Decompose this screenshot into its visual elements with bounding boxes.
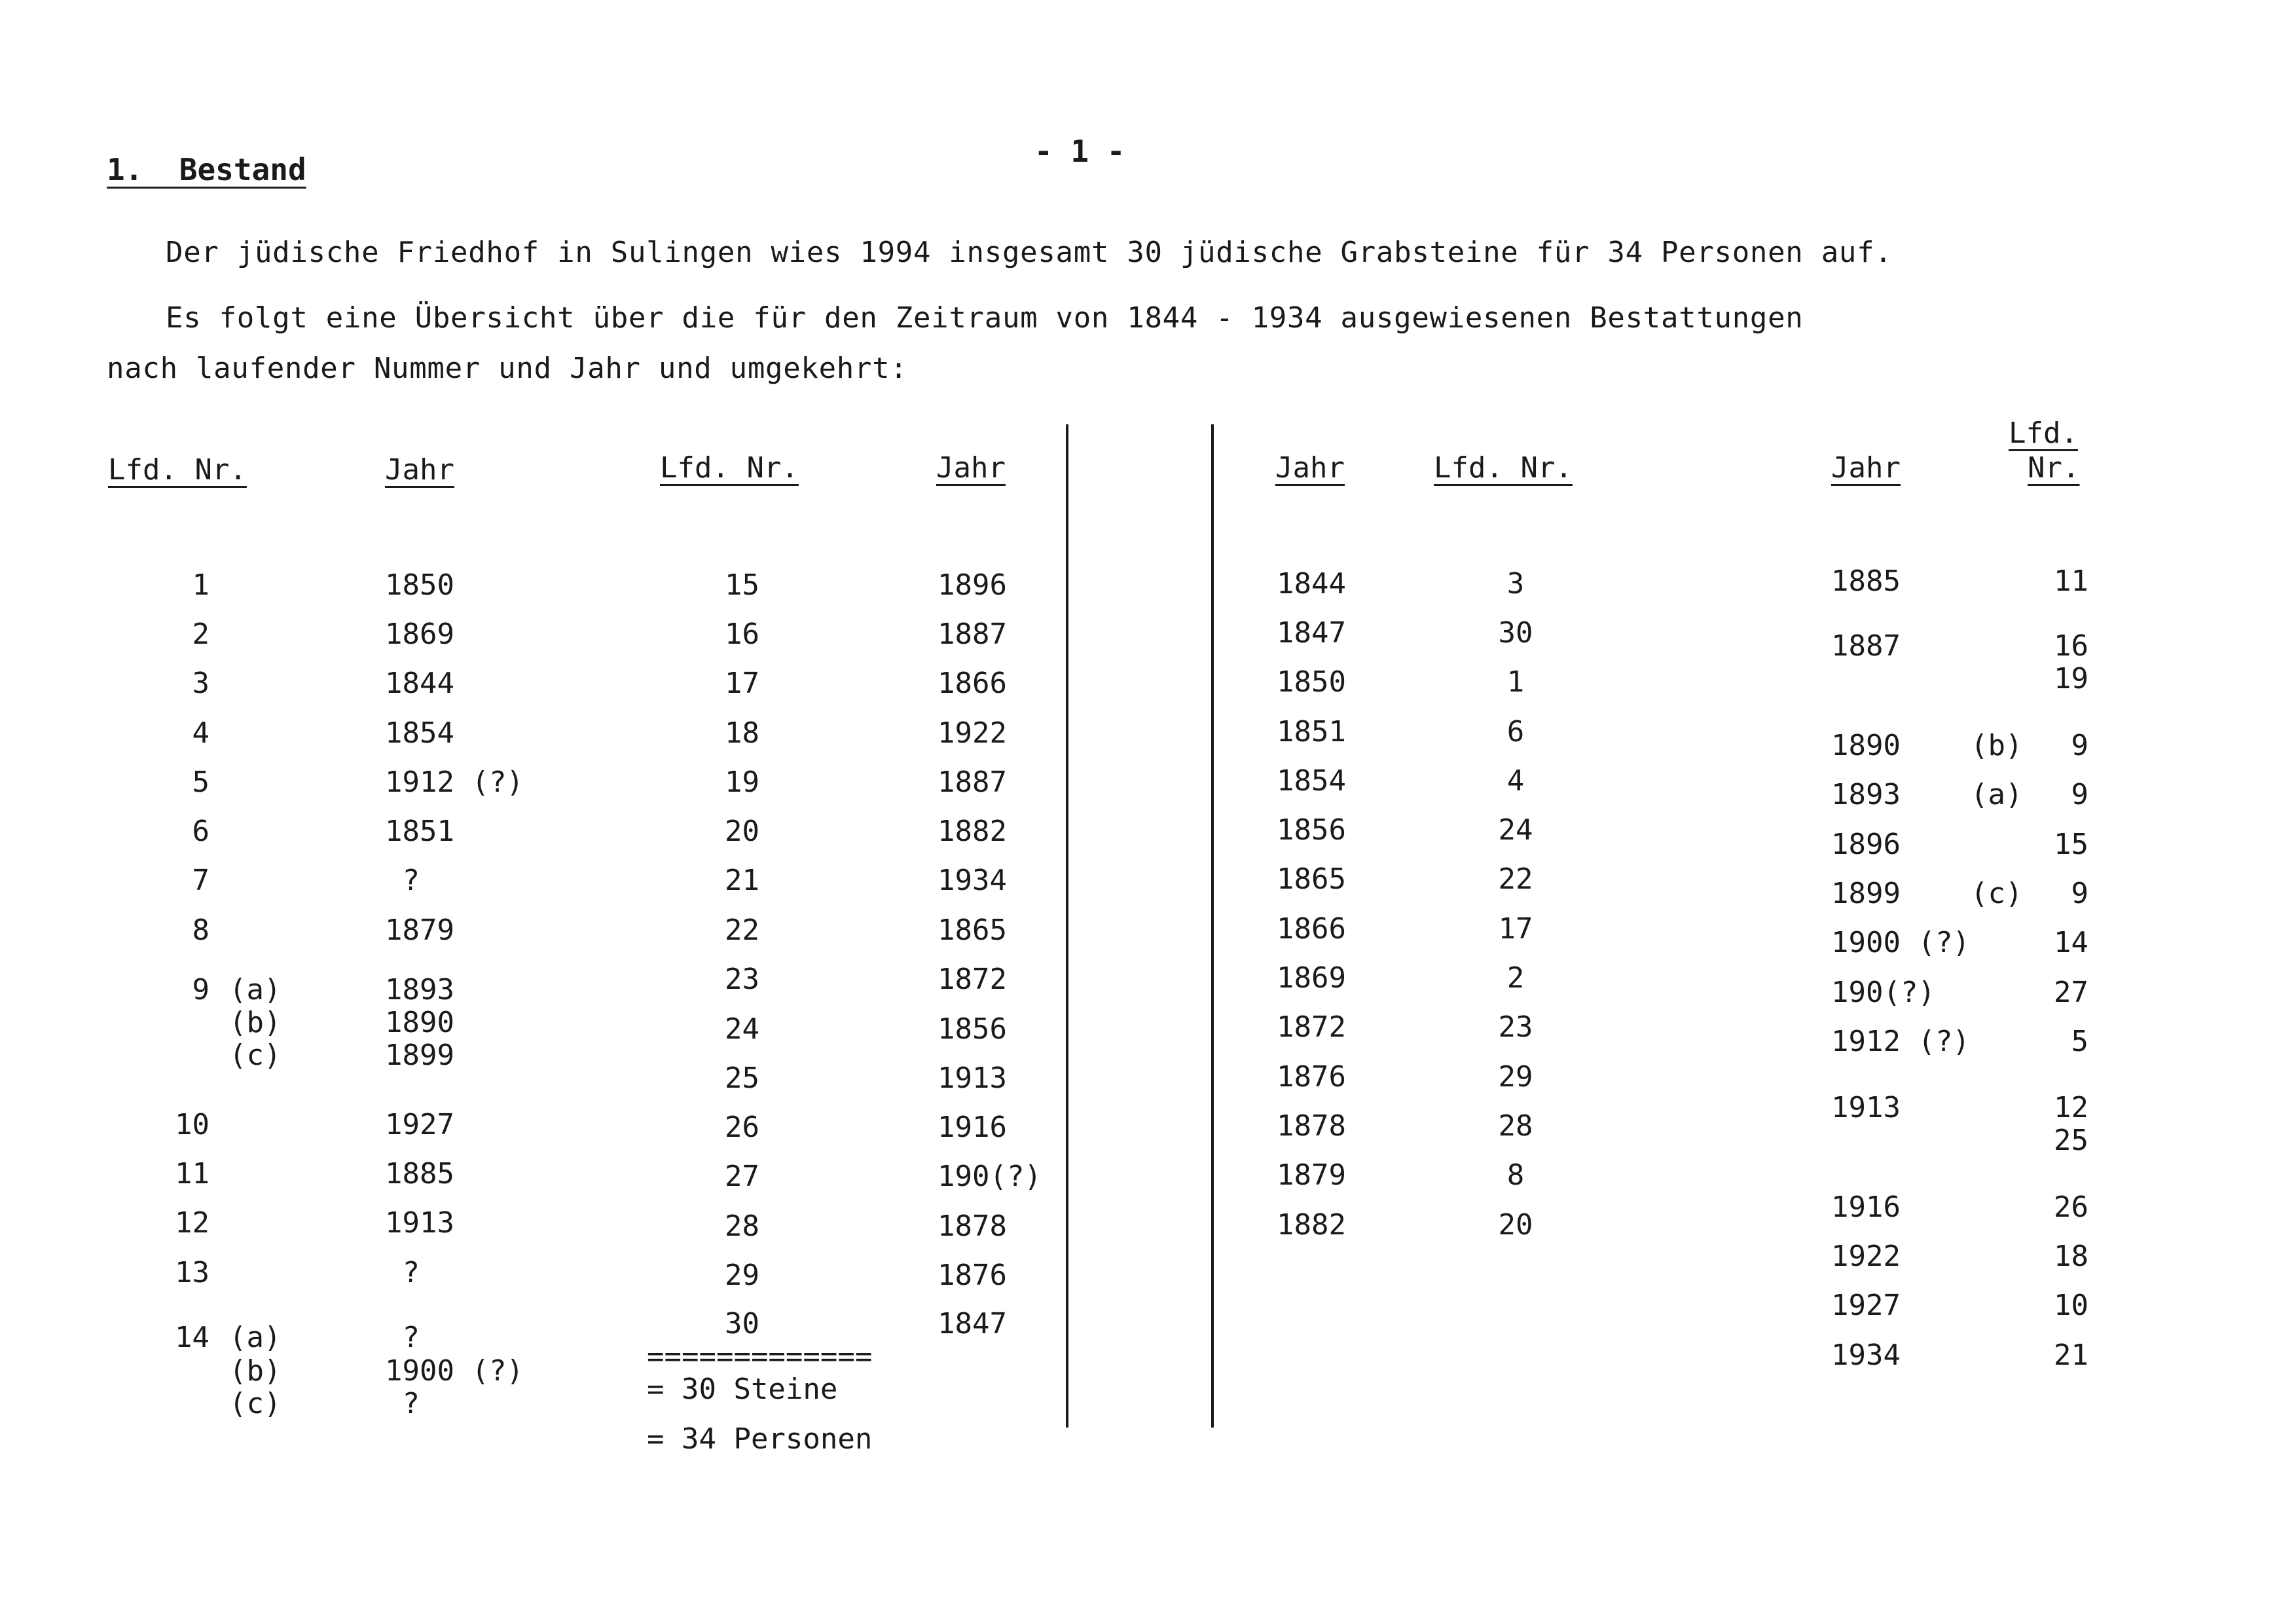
lfd-nr-cell: 6 — [1506, 715, 1525, 748]
lfd-nr-cell: 23 — [725, 963, 759, 996]
sub-label-cell: (b) — [229, 1006, 282, 1039]
lfd-nr-cell: 11 — [2054, 564, 2088, 598]
jahr-cell: 1890 — [1831, 729, 1901, 762]
jahr-cell: 1896 — [1831, 828, 1901, 861]
lfd-nr-cell: 20 — [1498, 1208, 1533, 1242]
lfd-nr-cell: 19 — [2054, 662, 2088, 695]
lfd-nr-cell: 12 — [175, 1206, 210, 1240]
lfd-nr-cell: 13 — [175, 1256, 210, 1289]
lfd-nr-cell: 24 — [1498, 813, 1533, 847]
jahr-cell: 1922 — [938, 716, 1007, 750]
jahr-cell: 1847 — [938, 1307, 1007, 1340]
divider-line-right — [1211, 424, 1214, 1428]
jahr-cell: 1865 — [1277, 862, 1346, 896]
lfd-nr-cell: 23 — [1498, 1010, 1533, 1044]
header-lfd-nr-1: Lfd. Nr. — [108, 453, 247, 487]
intro-paragraph: Der jüdische Friedhof in Sulingen wies 1994 insgesamt 30 jüdische Grabsteine für 34 Personen auf. — [166, 236, 1893, 269]
header-lfd-nr-3: Lfd. Nr. — [1434, 451, 1573, 485]
jahr-cell: ? — [385, 1387, 420, 1420]
jahr-cell: 1850 — [1277, 665, 1346, 699]
lfd-nr-cell: 4 — [1506, 764, 1525, 798]
section-heading: 1. Bestand — [107, 152, 306, 187]
overview-paragraph-line-2: nach laufender Nummer und Jahr und umgekehrt: — [107, 352, 908, 385]
lfd-nr-cell: 6 — [192, 815, 210, 848]
lfd-nr-cell: 18 — [725, 716, 759, 750]
lfd-nr-cell: 9 — [2071, 778, 2088, 811]
jahr-cell: 190(?) — [938, 1160, 1042, 1193]
lfd-nr-cell: 21 — [2054, 1338, 2088, 1372]
totals-rule: ============= — [647, 1340, 873, 1373]
jahr-cell: 1887 — [938, 766, 1007, 799]
jahr-cell: ? — [385, 1256, 420, 1289]
jahr-cell: 1893 — [1831, 778, 1901, 811]
lfd-nr-cell: 15 — [725, 568, 759, 602]
lfd-nr-cell: 19 — [725, 766, 759, 799]
lfd-nr-cell: 25 — [2054, 1124, 2088, 1157]
header-jahr-1: Jahr — [385, 453, 454, 487]
jahr-cell: 1927 — [1831, 1289, 1901, 1322]
lfd-nr-cell: 4 — [192, 716, 210, 750]
lfd-nr-cell: 30 — [725, 1307, 759, 1340]
jahr-cell: 1887 — [938, 618, 1007, 651]
jahr-cell: 1927 — [385, 1108, 454, 1141]
lfd-nr-cell: 8 — [192, 913, 210, 947]
divider-line-left — [1066, 424, 1068, 1428]
jahr-cell: 1850 — [385, 568, 454, 602]
sub-label-cell: (a) — [229, 1321, 282, 1354]
sub-label-cell: (c) — [229, 1039, 282, 1072]
jahr-cell: 1869 — [1277, 961, 1346, 995]
jahr-cell: 1854 — [1277, 764, 1346, 798]
lfd-nr-cell: 14 — [175, 1321, 210, 1354]
lfd-nr-cell: 10 — [2054, 1289, 2088, 1322]
jahr-cell: 1912 (?) — [385, 766, 524, 799]
sub-label-cell: (a) — [1971, 778, 2023, 811]
jahr-cell: 1912 (?) — [1831, 1025, 1970, 1058]
lfd-nr-cell: 9 — [192, 973, 210, 1006]
jahr-cell: 1876 — [938, 1259, 1007, 1292]
lfd-nr-cell: 28 — [1498, 1109, 1533, 1143]
jahr-cell: 1900 (?) — [1831, 926, 1970, 959]
jahr-cell: 1934 — [938, 864, 1007, 897]
lfd-nr-cell: 5 — [192, 766, 210, 799]
lfd-nr-cell: 5 — [2071, 1025, 2088, 1058]
jahr-cell: 1885 — [1831, 564, 1901, 598]
jahr-cell: 1872 — [938, 963, 1007, 996]
jahr-cell: 1899 — [1831, 877, 1901, 910]
lfd-nr-cell: 11 — [175, 1157, 210, 1190]
lfd-nr-cell: 26 — [2054, 1190, 2088, 1224]
lfd-nr-cell: 9 — [2071, 877, 2088, 910]
jahr-cell: 1879 — [1277, 1158, 1346, 1192]
lfd-nr-cell: 27 — [725, 1160, 759, 1193]
jahr-cell: 1885 — [385, 1157, 454, 1190]
jahr-cell: 1913 — [938, 1061, 1007, 1095]
lfd-nr-cell: 2 — [1506, 961, 1525, 995]
jahr-cell: 1878 — [938, 1209, 1007, 1243]
header-jahr-4: Jahr — [1831, 451, 1901, 485]
lfd-nr-cell: 9 — [2071, 729, 2088, 762]
sub-label-cell: (b) — [229, 1354, 282, 1388]
sub-label-cell: (c) — [1971, 877, 2023, 910]
lfd-nr-cell: 26 — [725, 1111, 759, 1144]
lfd-nr-cell: 16 — [2054, 629, 2088, 663]
jahr-cell: 1856 — [1277, 813, 1346, 847]
jahr-cell: 1851 — [1277, 715, 1346, 748]
jahr-cell: 1896 — [938, 568, 1007, 602]
jahr-cell: 1916 — [1831, 1190, 1901, 1224]
lfd-nr-cell: 12 — [2054, 1091, 2088, 1124]
lfd-nr-cell: 28 — [725, 1209, 759, 1243]
jahr-cell: 1856 — [938, 1012, 1007, 1046]
jahr-cell: 1879 — [385, 913, 454, 947]
jahr-cell: 1913 — [1831, 1091, 1901, 1124]
totals-steine: = 30 Steine — [647, 1373, 838, 1406]
lfd-nr-cell: 18 — [2054, 1240, 2088, 1273]
jahr-cell: ? — [385, 1321, 420, 1354]
lfd-nr-cell: 17 — [725, 667, 759, 700]
header-lfd-nr-2: Lfd. Nr. — [660, 451, 799, 485]
lfd-nr-cell: 17 — [1498, 912, 1533, 946]
lfd-nr-cell: 3 — [1506, 567, 1525, 600]
page-number: - 1 - — [1034, 134, 1125, 169]
lfd-nr-cell: 29 — [725, 1259, 759, 1292]
jahr-cell: ? — [385, 864, 420, 897]
lfd-nr-cell: 1 — [1506, 665, 1525, 699]
sub-label-cell: (c) — [229, 1387, 282, 1420]
jahr-cell: 1844 — [385, 667, 454, 700]
jahr-cell: 1899 — [385, 1039, 454, 1072]
header-nr-bottom: Nr. — [2028, 451, 2080, 485]
lfd-nr-cell: 22 — [1498, 862, 1533, 896]
lfd-nr-cell: 16 — [725, 618, 759, 651]
jahr-cell: 1913 — [385, 1206, 454, 1240]
totals-personen: = 34 Personen — [647, 1422, 873, 1456]
sub-label-cell: (b) — [1971, 729, 2023, 762]
jahr-cell: 1866 — [1277, 912, 1346, 946]
lfd-nr-cell: 1 — [192, 568, 210, 602]
jahr-cell: 1872 — [1277, 1010, 1346, 1044]
lfd-nr-cell: 15 — [2054, 828, 2088, 861]
lfd-nr-cell: 30 — [1498, 616, 1533, 650]
header-jahr-3: Jahr — [1275, 451, 1345, 485]
lfd-nr-cell: 20 — [725, 815, 759, 848]
jahr-cell: 190(?) — [1831, 976, 1935, 1009]
lfd-nr-cell: 27 — [2054, 976, 2088, 1009]
jahr-cell: 1900 (?) — [385, 1354, 524, 1388]
jahr-cell: 1893 — [385, 973, 454, 1006]
jahr-cell: 1854 — [385, 716, 454, 750]
lfd-nr-cell: 8 — [1506, 1158, 1525, 1192]
jahr-cell: 1887 — [1831, 629, 1901, 663]
lfd-nr-cell: 25 — [725, 1061, 759, 1095]
jahr-cell: 1876 — [1277, 1060, 1346, 1094]
lfd-nr-cell: 10 — [175, 1108, 210, 1141]
jahr-cell: 1916 — [938, 1111, 1007, 1144]
jahr-cell: 1866 — [938, 667, 1007, 700]
overview-paragraph-line-1: Es folgt eine Übersicht über die für den Zeitraum von 1844 - 1934 ausgewiesenen Bestattungen — [166, 301, 1804, 335]
jahr-cell: 1934 — [1831, 1338, 1901, 1372]
jahr-cell: 1851 — [385, 815, 454, 848]
lfd-nr-cell: 2 — [192, 618, 210, 651]
jahr-cell: 1882 — [1277, 1208, 1346, 1242]
lfd-nr-cell: 14 — [2054, 926, 2088, 959]
jahr-cell: 1869 — [385, 618, 454, 651]
lfd-nr-cell: 7 — [192, 864, 210, 897]
header-lfd-top: Lfd. — [2009, 416, 2078, 450]
lfd-nr-cell: 3 — [192, 667, 210, 700]
jahr-cell: 1847 — [1277, 616, 1346, 650]
jahr-cell: 1890 — [385, 1006, 454, 1039]
header-jahr-2: Jahr — [936, 451, 1006, 485]
jahr-cell: 1922 — [1831, 1240, 1901, 1273]
lfd-nr-cell: 22 — [725, 913, 759, 947]
lfd-nr-cell: 21 — [725, 864, 759, 897]
jahr-cell: 1865 — [938, 913, 1007, 947]
lfd-nr-cell: 24 — [725, 1012, 759, 1046]
jahr-cell: 1882 — [938, 815, 1007, 848]
jahr-cell: 1844 — [1277, 567, 1346, 600]
jahr-cell: 1878 — [1277, 1109, 1346, 1143]
sub-label-cell: (a) — [229, 973, 282, 1006]
lfd-nr-cell: 29 — [1498, 1060, 1533, 1094]
